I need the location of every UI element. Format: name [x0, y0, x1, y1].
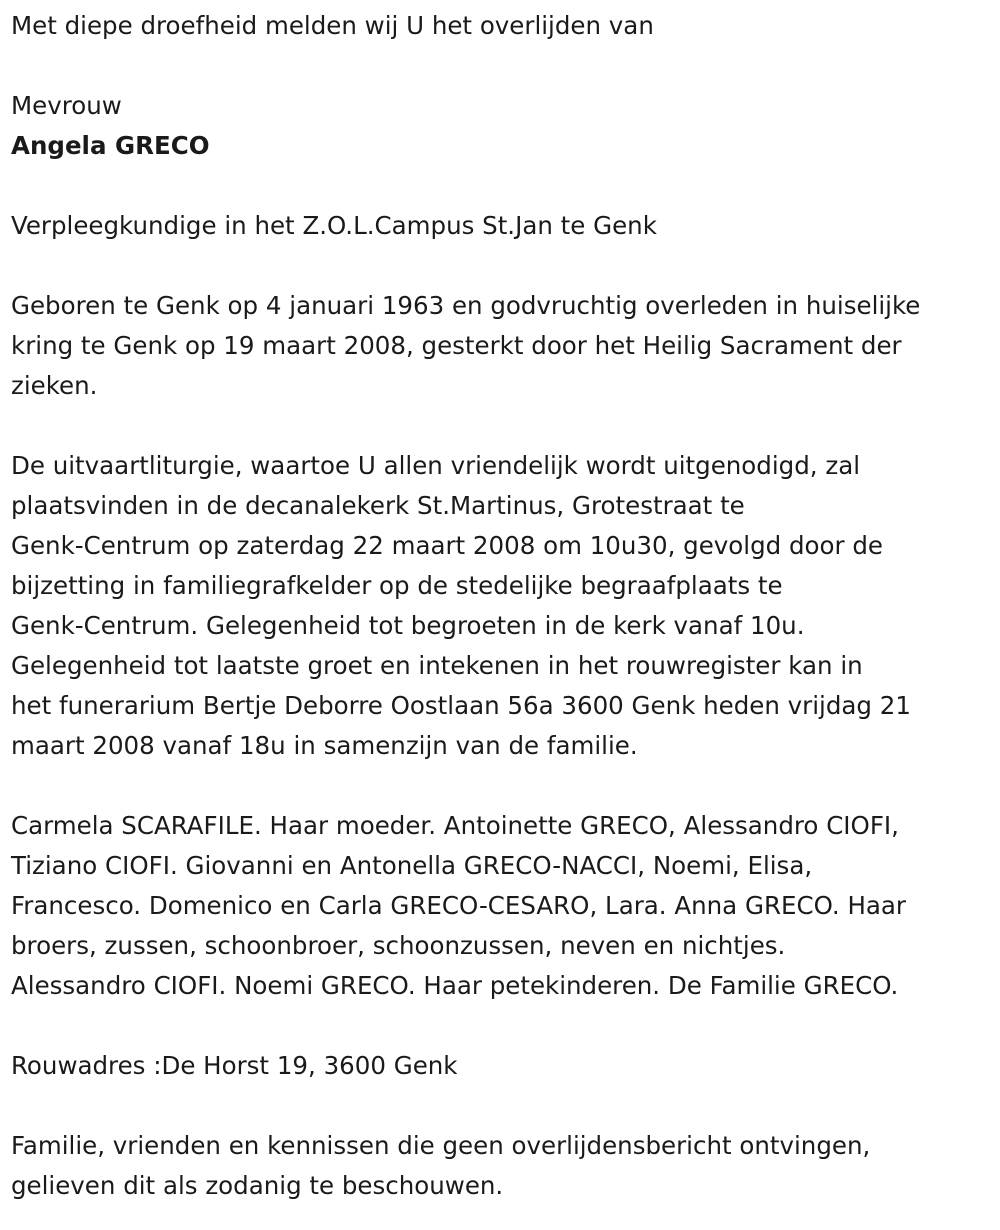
spacer — [11, 766, 989, 806]
paragraph-line: het funerarium Bertje Deborre Oostlaan 56a 3600 Genk heden vrijdag 21 — [11, 691, 911, 720]
birth-death-paragraph — [11, 286, 989, 406]
spacer — [11, 1086, 989, 1126]
paragraph-line: kring te Genk op 19 maart 2008, gesterkt door het Heilig Sacrament der — [11, 331, 902, 360]
salutation: Mevrouw — [11, 91, 122, 120]
occupation: Verpleegkundige in het Z.O.L.Campus St.Jan te Genk — [11, 211, 657, 240]
family-paragraph — [11, 806, 989, 1006]
paragraph-line: zieken. — [11, 371, 98, 400]
spacer — [11, 406, 989, 446]
paragraph-line: bijzetting in familiegrafkelder op de stedelijke begraafplaats te — [11, 571, 783, 600]
deceased-name: Angela GRECO — [11, 131, 210, 160]
paragraph-line: Gelegenheid tot laatste groet en intekenen in het rouwregister kan in — [11, 651, 863, 680]
paragraph-line: broers, zussen, schoonbroer, schoonzussen, neven en nichtjes. — [11, 931, 786, 960]
intro-text: Met diepe droefheid melden wij U het overlijden van — [11, 11, 654, 40]
paragraph-line: Genk-Centrum op zaterdag 22 maart 2008 om 10u30, gevolgd door de — [11, 531, 883, 560]
paragraph-line: Carmela SCARAFILE. Haar moeder. Antoinette GRECO, Alessandro CIOFI, — [11, 811, 899, 840]
paragraph-line: gelieven dit als zodanig te beschouwen. — [11, 1171, 504, 1200]
mourning-address: Rouwadres :De Horst 19, 3600 Genk — [11, 1051, 458, 1080]
paragraph-line: maart 2008 vanaf 18u in samenzijn van de familie. — [11, 731, 638, 760]
funeral-paragraph — [11, 446, 989, 766]
paragraph-line: De uitvaartliturgie, waartoe U allen vriendelijk wordt uitgenodigd, zal — [11, 451, 861, 480]
paragraph-line: Francesco. Domenico en Carla GRECO-CESARO, Lara. Anna GRECO. Haar — [11, 891, 906, 920]
paragraph-line: Genk-Centrum. Gelegenheid tot begroeten in de kerk vanaf 10u. — [11, 611, 805, 640]
spacer — [11, 46, 989, 86]
paragraph-line: Familie, vrienden en kennissen die geen overlijdensbericht ontvingen, — [11, 1131, 871, 1160]
paragraph-line: Tiziano CIOFI. Giovanni en Antonella GRECO-NACCI, Noemi, Elisa, — [11, 851, 813, 880]
paragraph-line: plaatsvinden in de decanalekerk St.Martinus, Grotestraat te — [11, 491, 745, 520]
spacer — [11, 1006, 989, 1046]
paragraph-line: Alessandro CIOFI. Noemi GRECO. Haar petekinderen. De Familie GRECO. — [11, 971, 899, 1000]
spacer — [11, 246, 989, 286]
closing-paragraph — [11, 1126, 989, 1206]
spacer — [11, 166, 989, 206]
paragraph-line: Geboren te Genk op 4 januari 1963 en godvruchtig overleden in huiselijke — [11, 291, 921, 320]
